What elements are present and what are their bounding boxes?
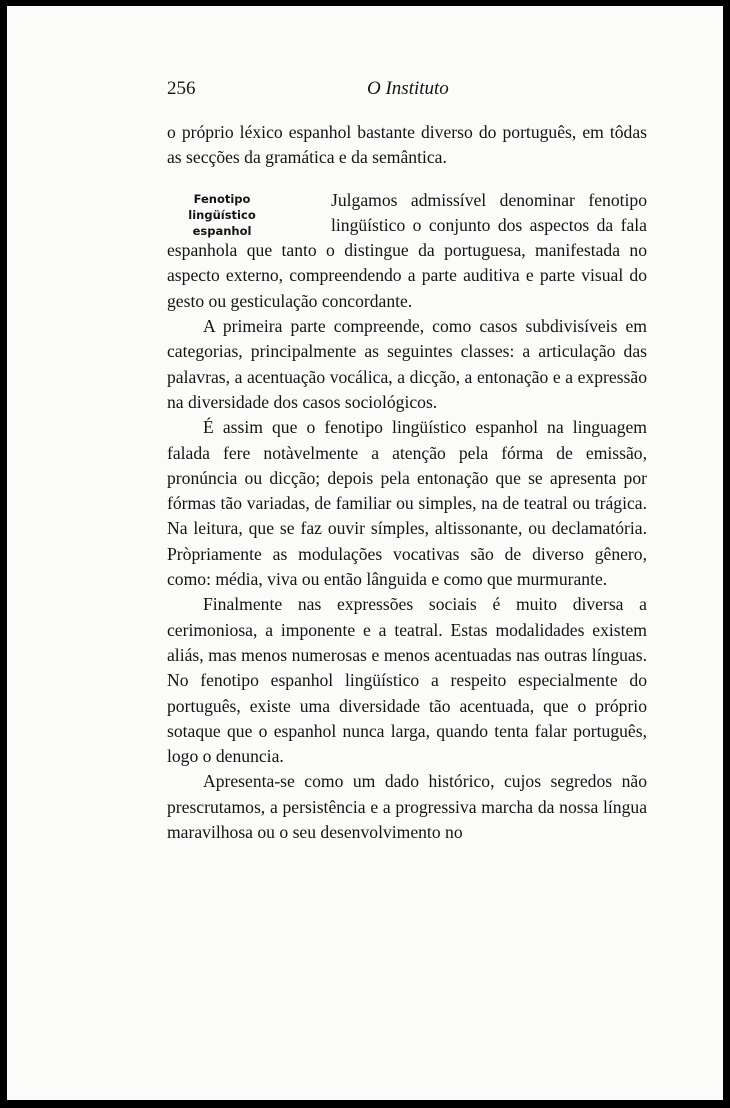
body-text: [167, 120, 647, 845]
running-title: O Instituto: [367, 78, 449, 99]
paragraph: Apresenta-se como um dado histórico, cujos segredos não prescrutamos, a persistência e a progressiva marcha da nossa língua maravilhosa ou o seu desenvolvimento no: [167, 771, 647, 843]
paragraph: A primeira parte compreende, como casos subdivisíveis em categorias, principalmente as seguintes classes: a articulação das palavras, a acentuação vocálica, a dicção, a entonação e a expressão na diversidade dos casos sociológicos.: [167, 316, 647, 412]
paragraph: Finalmente nas expressões sociais é muito diversa a cerimoniosa, a imponente e a teatral. Estas modalidades existem aliás, mas menos numerosas e menos acentuadas nas outras línguas. No fenotipo espanhol lingüístico a respeito especialmente do português, existe uma diversidade tão acentuada, que o próprio sotaque que o espanhol nunca larga, quando tenta falar português, logo o denuncia.: [167, 594, 647, 767]
page-header: [167, 78, 647, 106]
margin-heading: [159, 191, 285, 239]
section-fenotipo: [167, 188, 647, 314]
margin-heading-line: Fenotipo lingüístico: [188, 191, 256, 222]
paragraph: Julgamos admissível denominar fenotipo lingüístico o conjunto dos aspectos da fala espanhola que tanto o distingue da portuguesa, manifestada no aspecto externo, compreendendo a parte auditiva e parte visual do gesto ou gesticulação concordante.: [167, 189, 647, 311]
paragraph: É assim que o fenotipo lingüístico espanhol na linguagem falada fere notàvelmente a atenção pela fórma de emissão, pronúncia ou dicção; depois pela entonação que se apresenta por fórmas tão variadas, de familiar ou simples, na de teatral ou trágica. Na leitura, que se faz ouvir símples, altissonante, ou declamatória. Pròpriamente as modulações vocativas são de diverso gênero, como: média, viva ou então lânguida e como que murmurante.: [167, 417, 647, 590]
paragraph-continuation: o próprio léxico espanhol bastante diverso do português, em tôdas as secções da gramática e da semântica.: [167, 122, 647, 168]
book-page: [7, 6, 723, 1100]
page-number: 256: [167, 78, 196, 99]
margin-heading-line: espanhol: [192, 223, 252, 238]
